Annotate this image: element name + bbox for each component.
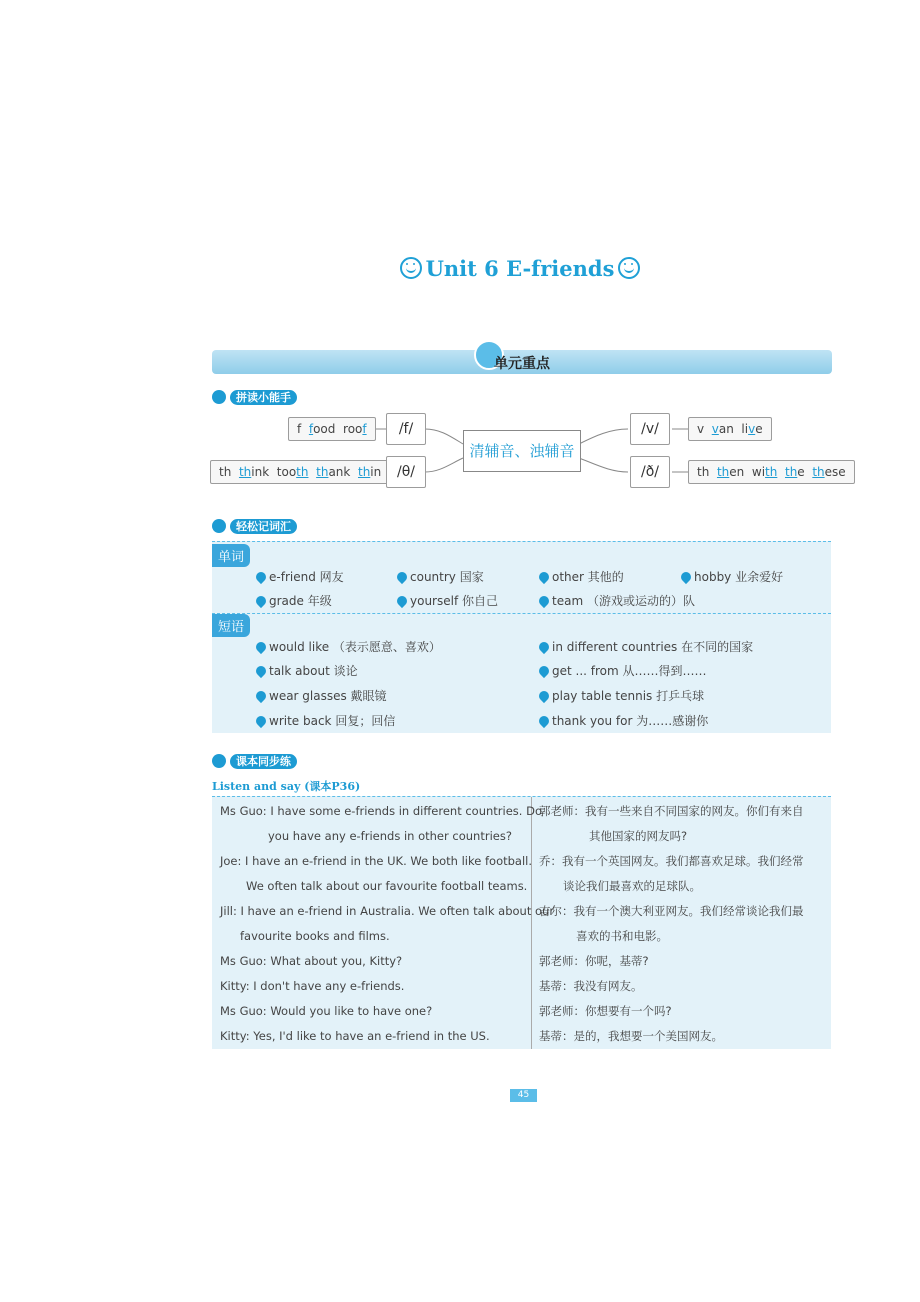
dialogue-zh-line: 乔：我有一个英国网友。我们都喜欢足球。我们经常 — [539, 854, 804, 868]
dialogue-en-line: Kitty: I don't have any e-friends. — [220, 979, 405, 993]
dialogue-zh-line: 郭老师：你呢，基蒂? — [539, 954, 649, 968]
phoneme-f: /f/ — [386, 413, 426, 445]
words-th-voiced — [688, 460, 855, 484]
dialogue-panel — [212, 796, 831, 1049]
dialogue-heading: 课本同步练 — [212, 753, 297, 769]
word-text: ese — [824, 465, 846, 479]
dialogue-zh-line: 基蒂：是的，我想要一个美国网友。 — [539, 1029, 723, 1043]
words-v — [688, 417, 772, 441]
dialogue-en-line: Kitty: Yes, I'd like to have an e-friend in the US. — [220, 1029, 490, 1043]
vocab-word: hobby 业余爱好 — [681, 568, 783, 585]
word-text: in — [370, 465, 382, 479]
highlighted-letters: f — [308, 422, 314, 436]
vocab-word: grade 年级 — [256, 592, 332, 609]
word-text: th — [697, 465, 717, 479]
banner-title: 单元重点 — [494, 356, 550, 372]
highlighted-letters: th — [238, 465, 252, 479]
dialogue-en-line: favourite books and films. — [240, 929, 390, 943]
dialogue-en-line: Jill: I have an e-friend in Australia. We often talk about our — [220, 904, 555, 918]
vocab-heading: 轻松记词汇 — [212, 518, 297, 534]
words-tag: 单词 — [212, 544, 250, 567]
consonant-center: 清辅音、浊辅音 — [463, 430, 581, 472]
highlighted-letters: f — [362, 422, 367, 436]
phoneme-v: /v/ — [630, 413, 670, 445]
dialogue-zh-line: 其他国家的网友吗? — [589, 829, 688, 843]
vocab-phrase: get ... from 从……得到…… — [539, 662, 707, 679]
word-text: f — [297, 422, 309, 436]
word-text: ank — [328, 465, 358, 479]
dialogue-en-line: Ms Guo: What about you, Kitty? — [220, 954, 403, 968]
vocab-word: country 国家 — [397, 568, 484, 585]
dialogue-zh-line: 基蒂：我没有网友。 — [539, 979, 643, 993]
phoneme-th-voiceless: /θ/ — [386, 456, 426, 488]
dialogue-en-line: Joe: I have an e-friend in the UK. We both like football. — [220, 854, 533, 868]
dialogue-zh-line: 郭老师：你想要有一个吗? — [539, 1004, 672, 1018]
word-text: an li — [718, 422, 749, 436]
vocab-word: e-friend 网友 — [256, 568, 344, 585]
title-text: Unit 6 E-friends — [425, 256, 615, 281]
dialogue-zh-line: 喜欢的书和电影。 — [576, 929, 668, 943]
highlighted-letters: th — [812, 465, 825, 479]
vocab-word: other 其他的 — [539, 568, 624, 585]
vocab-phrase: would like （表示愿意、喜欢） — [256, 638, 441, 655]
phonics-connectors — [0, 0, 920, 520]
dialogue-zh-line: 郭老师：我有一些来自不同国家的网友。你们有来自 — [539, 804, 804, 818]
vocab-phrase: wear glasses 戴眼镜 — [256, 687, 387, 704]
dialogue-subheading: Listen and say (课本P36) — [212, 780, 361, 793]
vocab-phrase: play table tennis 打乒乓球 — [539, 687, 704, 704]
highlighted-letters: th — [784, 465, 798, 479]
words-f — [288, 417, 376, 441]
dialogue-zh-line: 吉尔：我有一个澳大利亚网友。我们经常谈论我们最 — [539, 904, 804, 918]
dialogue-zh-line: 谈论我们最喜欢的足球队。 — [563, 879, 701, 893]
bullet-icon — [212, 519, 226, 533]
vocab-word: team （游戏或运动的）队 — [539, 592, 695, 609]
dialogue-en-line: We often talk about our favourite football teams. — [246, 879, 528, 893]
word-text: ood roo — [313, 422, 363, 436]
dialogue-en-line: Ms Guo: I have some e-friends in different countries. Do — [220, 804, 542, 818]
vocab-phrase: write back 回复；回信 — [256, 712, 395, 729]
page-number: 45 — [510, 1089, 537, 1102]
word-text: en wi — [729, 465, 766, 479]
phoneme-th-voiced: /ð/ — [630, 456, 670, 488]
dialogue-en-line: Ms Guo: Would you like to have one? — [220, 1004, 433, 1018]
highlighted-letters: th — [357, 465, 371, 479]
vocab-phrase: talk about 谈论 — [256, 662, 358, 679]
words-th-voiceless — [210, 460, 390, 484]
highlighted-letters: th — [716, 465, 730, 479]
highlighted-letters: th — [765, 465, 778, 479]
phrases-tag: 短语 — [212, 614, 250, 637]
vocab-phrase: thank you for 为……感谢你 — [539, 712, 708, 729]
word-text — [777, 465, 785, 479]
word-text: ink too — [251, 465, 297, 479]
highlighted-letters: v — [748, 422, 756, 436]
word-text: th — [219, 465, 239, 479]
highlighted-letters: v — [711, 422, 719, 436]
word-text: e — [755, 422, 763, 436]
highlighted-letters: th — [316, 465, 329, 479]
word-text: e — [797, 465, 813, 479]
word-text — [308, 465, 316, 479]
phonics-heading: 拼读小能手 — [212, 389, 297, 405]
highlighted-letters: th — [296, 465, 309, 479]
vocab-phrase: in different countries 在不同的国家 — [539, 638, 753, 655]
vocab-panel — [212, 541, 831, 733]
bullet-icon — [212, 754, 226, 768]
dialogue-en-line: you have any e-friends in other countries? — [268, 829, 512, 843]
word-text: v — [697, 422, 712, 436]
vocab-word: yourself 你自己 — [397, 592, 498, 609]
